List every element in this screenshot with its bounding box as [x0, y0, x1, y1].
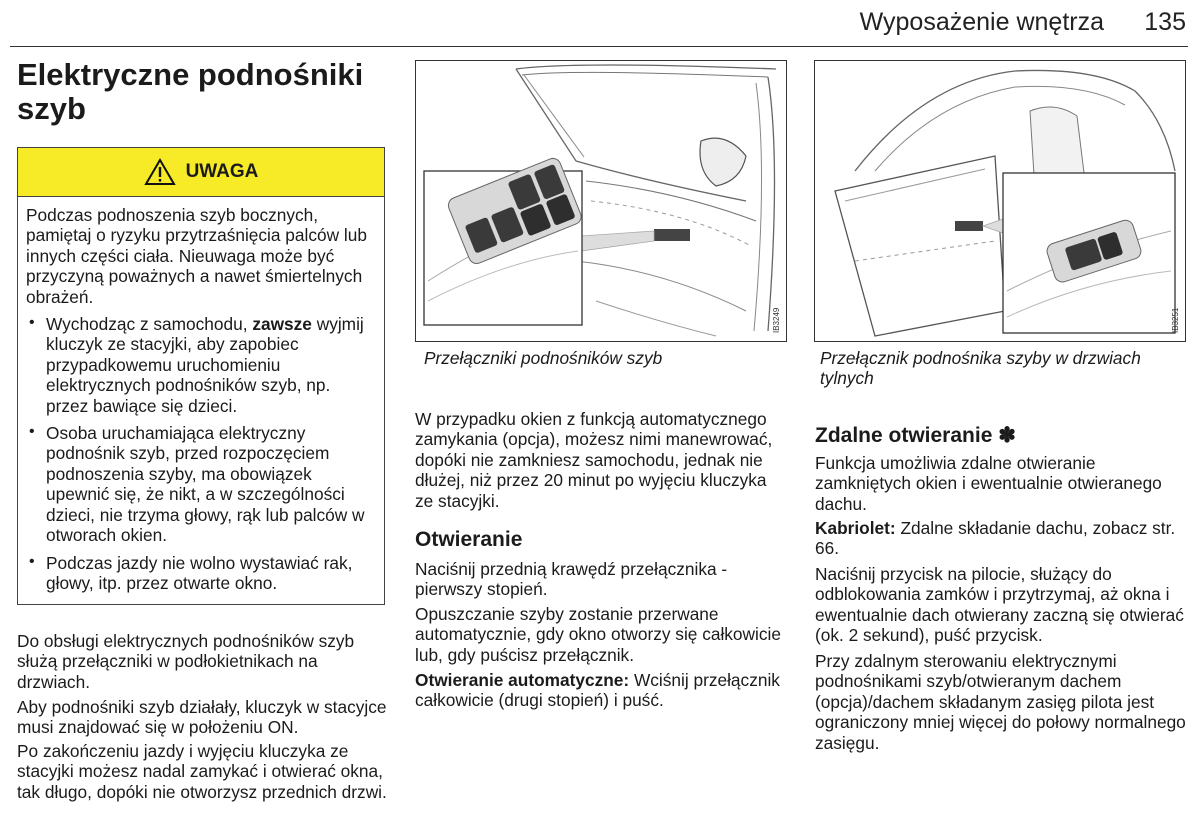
paragraph: [415, 670, 787, 711]
figure-caption: Przełącznik podnośnika szyby w drzwiach tylnych: [820, 348, 1141, 389]
paragraph: Aby podnośniki szyb działały, kluczyk w stacyjce musi znajdować się w położeniu ON.: [17, 697, 387, 738]
header-rule: [10, 46, 1188, 47]
paragraph: Naciśnij przycisk na pilocie, służący do odblokowania zamków i przytrzymaj, aż okna i ewentualnie dach otwierany zaczną się otwierać (ok. 2 sekund), puść przycisk.: [815, 564, 1184, 646]
warning-bullet-text: Podczas jazdy nie wolno wystawiać rak, głowy, itp. przez otwarte okno.: [46, 552, 353, 593]
bullet-dot: •: [29, 552, 35, 570]
paragraph: Przy zdalnym sterowaniu elektrycznymi podnośnikami szyb/otwieranym dachem (opcja)/dachem składanym zasięg pilota jest ograniczony mniej więcej do połowy normalnego zasięgu.: [815, 651, 1186, 753]
paragraph-text: Wciśnij przełącznik całkowicie (drugi stopień) i puść.: [415, 670, 780, 711]
subheading: Otwieranie: [415, 528, 523, 551]
paragraph: Opuszczanie szyby zostanie przerwane automatycznie, gdy okno otworzy się całkowicie lub, gdy puścisz przełącznik.: [415, 604, 781, 665]
paragraph-text: Zdalne składanie dachu, zobacz str. 66.: [815, 518, 1176, 559]
warning-intro: Podczas podnoszenia szyb bocznych, pamiętaj o ryzyku przytrzaśnięcia palców lub innych części ciała. Nieuwaga może być przyczyną poważnych a nawet śmiertelnych obrażeń.: [26, 205, 367, 307]
paragraph: Naciśnij przednią krawędź przełącznika - pierwszy stopień.: [415, 559, 728, 600]
bullet-text-part: wyjmij kluczyk ze stacyjki, aby zapobiec przypadkowemu uruchomieniu elektrycznych podnośników szyb, np. przez bawiące się dzieci.: [46, 314, 364, 416]
figure-rear-door-switch: [814, 60, 1186, 342]
warning-bullet: [26, 553, 376, 594]
section-title: Elektryczne podnośniki szyb: [17, 57, 364, 126]
warning-label: UWAGA: [185, 161, 259, 182]
warning-bullet-text: Osoba uruchamiająca elektryczny podnośnik szyb, przed rozpoczęciem podnoszenia szyby, ma obowiązek upewnić się, że nikt, a w szczególności dzieci, nie trzyma głowy, rąk lub palców w otworach okien.: [46, 423, 365, 546]
bold-lead: Otwieranie automatyczne:: [415, 670, 630, 690]
paragraph: Funkcja umożliwia zdalne otwieranie zamkniętych okien i ewentualnie otwieranego dachu.: [815, 453, 1162, 514]
chapter-title: Wyposażenie wnętrza: [859, 8, 1104, 36]
subheading: Zdalne otwieranie ✽: [815, 424, 1016, 447]
rear-door-illustration: [815, 61, 1184, 340]
bullet-dot: •: [29, 314, 35, 332]
warning-bullet: [26, 423, 376, 545]
page-header: [0, 0, 1200, 48]
bold-lead: Kabriolet:: [815, 518, 896, 538]
warning-header: [18, 148, 384, 197]
bullet-text-part: Wychodząc z samochodu,: [46, 314, 253, 335]
door-interior-illustration: [416, 61, 785, 340]
paragraph: W przypadku okien z funkcją automatycznego zamykania (opcja), możesz nimi manewrować, dopóki nie zamkniesz samochodu, jednak nie dłużej, niż przez 20 minut po wyjęciu kluczyka ze stacyjki.: [415, 409, 773, 511]
paragraph: Po zakończeniu jazdy i wyjęciu kluczyka ze stacyjki możesz nadal zamykać i otwierać okna, tak długo, dopóki nie otworzysz przednich drzwi.: [17, 741, 387, 802]
warning-bullet: [26, 314, 376, 416]
warning-bullet-text: [46, 314, 376, 416]
figure-caption: Przełączniki podnośników szyb: [424, 348, 663, 368]
page-number: 135: [1144, 8, 1186, 36]
paragraph: [815, 518, 1187, 559]
warning-triangle-icon: [144, 158, 176, 186]
bullet-bold: zawsze: [252, 314, 312, 335]
warning-body: [18, 197, 384, 593]
figure-id: IB3249: [772, 307, 781, 333]
bullet-dot: •: [29, 423, 35, 441]
figure-window-switches: [415, 60, 787, 342]
figure-id: IB3251: [1171, 307, 1180, 333]
paragraph: Do obsługi elektrycznych podnośników szyb służą przełączniki w podłokietnikach na drzwiach.: [17, 631, 355, 692]
warning-box: [17, 147, 385, 605]
